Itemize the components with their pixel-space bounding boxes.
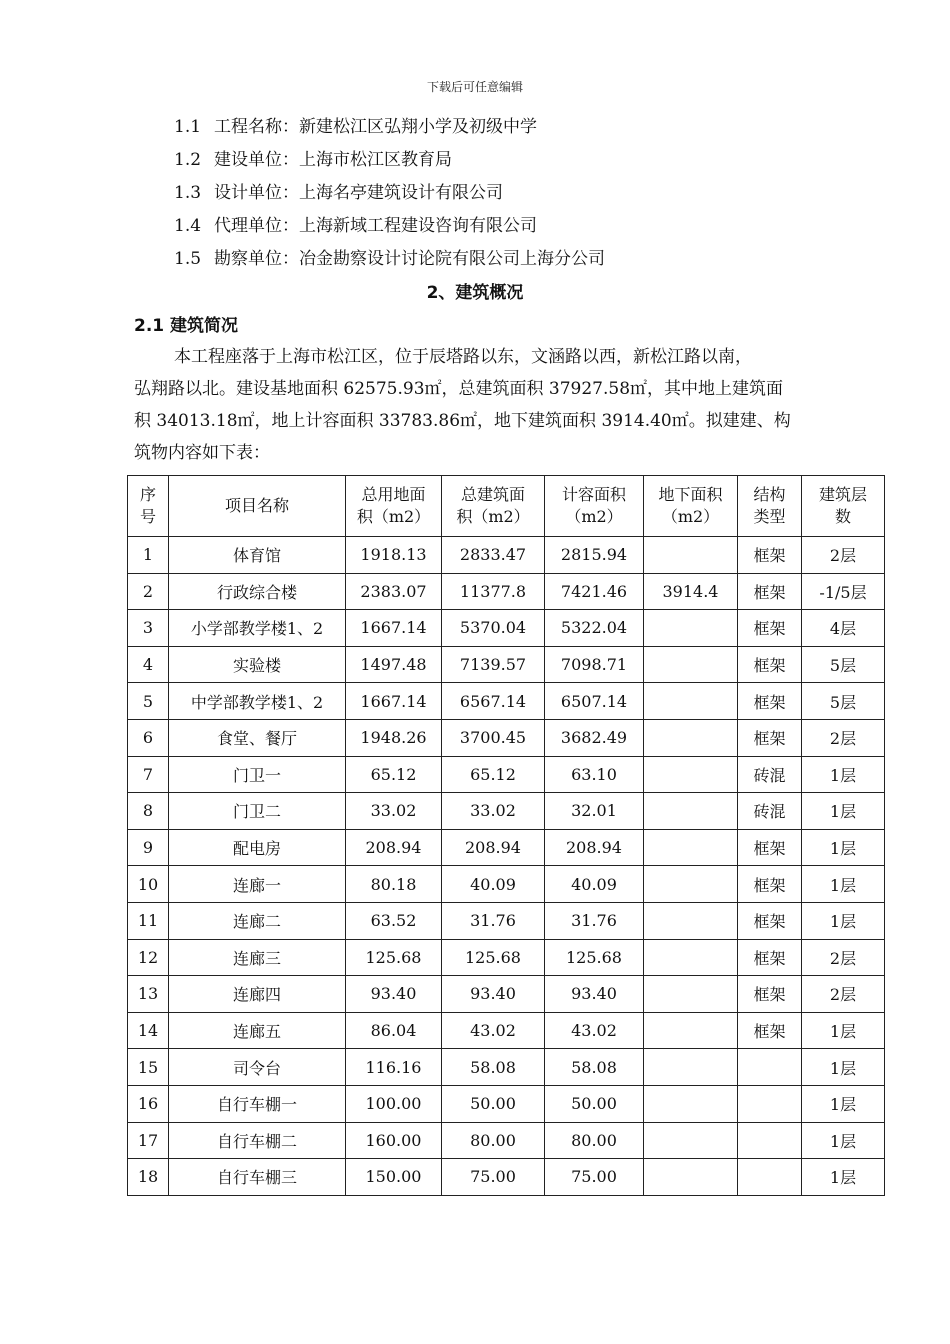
table-cell	[644, 1085, 738, 1122]
table-row	[128, 683, 885, 720]
table-cell: 框架	[738, 829, 802, 866]
table-cell: 2层	[802, 537, 885, 574]
table-cell: 体育馆	[169, 537, 346, 574]
table-cell: 1层	[802, 1049, 885, 1086]
table-cell: 框架	[738, 866, 802, 903]
column-header-text: 积（m2）	[456, 507, 530, 526]
project-info-item	[174, 145, 605, 178]
item-value: 上海名亭建筑设计有限公司	[299, 183, 503, 203]
table-cell: 框架	[738, 573, 802, 610]
table-cell: 40.09	[545, 866, 644, 903]
table-cell: 1918.13	[346, 537, 442, 574]
subsection-title: 2.1 建筑简况	[134, 316, 239, 336]
paragraph-line: 弘翔路以北。建设基地面积 62575.93㎡，总建筑面积 37927.58㎡，其中地上建筑面	[134, 379, 784, 399]
table-cell: 连廊三	[169, 939, 346, 976]
table-cell: 连廊五	[169, 1012, 346, 1049]
table-cell: 1层	[802, 1122, 885, 1159]
project-info-item	[174, 112, 605, 145]
table-header-row	[128, 476, 885, 537]
table-cell: 1层	[802, 1159, 885, 1196]
table-cell: 2383.07	[346, 573, 442, 610]
table-cell: 11	[128, 902, 169, 939]
table-cell: 125.68	[442, 939, 545, 976]
table-cell: 自行车棚一	[169, 1085, 346, 1122]
table-cell	[644, 866, 738, 903]
table-cell: 58.08	[545, 1049, 644, 1086]
table-cell: 框架	[738, 646, 802, 683]
table-cell: 86.04	[346, 1012, 442, 1049]
table-cell: 连廊一	[169, 866, 346, 903]
table-cell: 17	[128, 1122, 169, 1159]
table-cell: 1层	[802, 1012, 885, 1049]
table-cell: 31.76	[545, 902, 644, 939]
table-cell: 15	[128, 1049, 169, 1086]
page-header-note: 下载后可任意编辑	[426, 80, 523, 94]
table-cell: 7421.46	[545, 573, 644, 610]
table-cell: 33.02	[442, 793, 545, 830]
table-cell	[644, 1012, 738, 1049]
column-header	[644, 476, 738, 537]
item-number: 1.3	[174, 183, 202, 203]
table-cell	[644, 902, 738, 939]
table-cell: 58.08	[442, 1049, 545, 1086]
table-cell	[644, 683, 738, 720]
table-cell	[644, 829, 738, 866]
table-cell: 93.40	[442, 976, 545, 1013]
item-label: 勘察单位：	[214, 249, 299, 269]
item-label: 建设单位：	[214, 150, 299, 170]
table-cell: 7139.57	[442, 646, 545, 683]
table-row	[128, 939, 885, 976]
column-header	[169, 476, 346, 537]
item-number: 1.1	[174, 117, 202, 137]
table-cell: 12	[128, 939, 169, 976]
table-cell: 93.40	[346, 976, 442, 1013]
table-cell: 行政综合楼	[169, 573, 346, 610]
table-cell: 门卫一	[169, 756, 346, 793]
column-header	[346, 476, 442, 537]
column-header-text: 建筑层	[818, 485, 867, 504]
column-header	[128, 476, 169, 537]
paragraph-line: 本工程座落于上海市松江区，位于辰塔路以东，文涵路以西，新松江路以南，	[174, 347, 752, 367]
item-value: 上海市松江区教育局	[299, 150, 452, 170]
table-cell: 2815.94	[545, 537, 644, 574]
table-cell	[644, 1159, 738, 1196]
table-cell: 32.01	[545, 793, 644, 830]
table-cell: 框架	[738, 610, 802, 647]
table-row	[128, 902, 885, 939]
table-cell	[644, 1049, 738, 1086]
table-row	[128, 1012, 885, 1049]
project-info-item	[174, 244, 605, 277]
table-cell: 食堂、餐厅	[169, 719, 346, 756]
table-cell: 框架	[738, 1012, 802, 1049]
table-cell: 80.00	[545, 1122, 644, 1159]
column-header-text: 总建筑面	[460, 485, 525, 504]
table-cell: 125.68	[346, 939, 442, 976]
table-cell	[738, 1085, 802, 1122]
table-cell: 3682.49	[545, 719, 644, 756]
table-row	[128, 1159, 885, 1196]
table-cell: 2层	[802, 719, 885, 756]
table-cell: 2层	[802, 976, 885, 1013]
column-header-text: 总用地面	[361, 485, 426, 504]
table-cell: 框架	[738, 683, 802, 720]
table-cell: 自行车棚二	[169, 1122, 346, 1159]
table-cell: 司令台	[169, 1049, 346, 1086]
table-cell: 7098.71	[545, 646, 644, 683]
table-cell: 5322.04	[545, 610, 644, 647]
table-cell: 框架	[738, 719, 802, 756]
table-cell: 116.16	[346, 1049, 442, 1086]
column-header-text: （m2）	[661, 507, 720, 526]
table-cell: 自行车棚三	[169, 1159, 346, 1196]
table-cell: 208.94	[545, 829, 644, 866]
column-header-text: 积（m2）	[356, 507, 431, 526]
table-row	[128, 1122, 885, 1159]
column-header-text: 号	[139, 507, 156, 526]
table-cell: 80.00	[442, 1122, 545, 1159]
table-cell: 93.40	[545, 976, 644, 1013]
table-cell: 9	[128, 829, 169, 866]
table-cell	[644, 719, 738, 756]
table-cell: 中学部教学楼1、2	[169, 683, 346, 720]
table-cell: 3914.4	[644, 573, 738, 610]
table-cell: 实验楼	[169, 646, 346, 683]
table-row	[128, 976, 885, 1013]
table-row	[128, 866, 885, 903]
column-header	[545, 476, 644, 537]
table-cell: 31.76	[442, 902, 545, 939]
table-cell: 7	[128, 756, 169, 793]
table-cell: 1948.26	[346, 719, 442, 756]
section-title: 2、建筑概况	[426, 283, 524, 303]
item-label: 工程名称：	[214, 117, 299, 137]
table-cell: 43.02	[442, 1012, 545, 1049]
table-cell: 63.10	[545, 756, 644, 793]
table-cell: 1	[128, 537, 169, 574]
item-value: 冶金勘察设计讨论院有限公司上海分公司	[299, 249, 605, 269]
table-cell	[644, 537, 738, 574]
table-cell: 1层	[802, 829, 885, 866]
column-header-text: 项目名称	[224, 496, 289, 515]
item-value: 上海新域工程建设咨询有限公司	[299, 216, 537, 236]
table-cell: 5层	[802, 646, 885, 683]
table-row	[128, 1049, 885, 1086]
table-cell: 75.00	[545, 1159, 644, 1196]
table-cell	[644, 939, 738, 976]
table-cell: 18	[128, 1159, 169, 1196]
table-row	[128, 573, 885, 610]
table-cell: 6507.14	[545, 683, 644, 720]
table-cell: 63.52	[346, 902, 442, 939]
table-cell: 框架	[738, 537, 802, 574]
table-cell: 50.00	[545, 1085, 644, 1122]
table-cell: 2	[128, 573, 169, 610]
table-cell	[738, 1122, 802, 1159]
column-header	[442, 476, 545, 537]
column-header-text: 地下面积	[658, 485, 723, 504]
table-cell: 1497.48	[346, 646, 442, 683]
table-row	[128, 719, 885, 756]
table-cell: 4	[128, 646, 169, 683]
table-cell: 208.94	[346, 829, 442, 866]
table-cell	[644, 646, 738, 683]
table-cell: 连廊二	[169, 902, 346, 939]
project-info-item	[174, 178, 605, 211]
table-cell: 连廊四	[169, 976, 346, 1013]
table-cell: 33.02	[346, 793, 442, 830]
table-cell: 100.00	[346, 1085, 442, 1122]
table-cell: 1层	[802, 793, 885, 830]
table-cell	[644, 1122, 738, 1159]
table-row	[128, 793, 885, 830]
table-cell: 16	[128, 1085, 169, 1122]
item-label: 设计单位：	[214, 183, 299, 203]
paragraph-line: 筑物内容如下表：	[134, 443, 270, 463]
item-number: 1.5	[174, 249, 202, 269]
column-header	[738, 476, 802, 537]
table-cell: 框架	[738, 939, 802, 976]
column-header-text: 结构	[753, 485, 786, 504]
column-header-text: 计容面积	[561, 485, 626, 504]
table-row	[128, 829, 885, 866]
table-cell: 3700.45	[442, 719, 545, 756]
table-cell: 1层	[802, 902, 885, 939]
column-header-text: 类型	[753, 507, 786, 526]
table-cell: 65.12	[346, 756, 442, 793]
item-number: 1.2	[174, 150, 202, 170]
table-cell	[644, 976, 738, 1013]
table-cell	[644, 610, 738, 647]
table-cell: 8	[128, 793, 169, 830]
table-cell: 208.94	[442, 829, 545, 866]
table-cell: 13	[128, 976, 169, 1013]
table-cell: 配电房	[169, 829, 346, 866]
table-cell: 6	[128, 719, 169, 756]
table-cell: 4层	[802, 610, 885, 647]
table-cell: 3	[128, 610, 169, 647]
table-cell: 框架	[738, 976, 802, 1013]
table-cell	[644, 756, 738, 793]
project-info-list	[174, 112, 605, 277]
table-cell	[738, 1159, 802, 1196]
table-row	[128, 1085, 885, 1122]
overview-paragraph	[134, 341, 834, 469]
table-cell: 1层	[802, 866, 885, 903]
table-cell: 65.12	[442, 756, 545, 793]
table-cell: 砖混	[738, 756, 802, 793]
item-number: 1.4	[174, 216, 202, 236]
table-cell: 11377.8	[442, 573, 545, 610]
table-cell: 1667.14	[346, 683, 442, 720]
table-cell: 10	[128, 866, 169, 903]
table-cell: 框架	[738, 902, 802, 939]
table-cell: 40.09	[442, 866, 545, 903]
table-cell: 43.02	[545, 1012, 644, 1049]
table-row	[128, 646, 885, 683]
table-cell: 6567.14	[442, 683, 545, 720]
table-cell: 50.00	[442, 1085, 545, 1122]
table-cell: 1层	[802, 756, 885, 793]
table-cell	[738, 1049, 802, 1086]
table-row	[128, 610, 885, 647]
table-cell: 小学部教学楼1、2	[169, 610, 346, 647]
column-header-text: 序	[139, 485, 156, 504]
table-cell: 150.00	[346, 1159, 442, 1196]
table-cell: -1/5层	[802, 573, 885, 610]
column-header	[802, 476, 885, 537]
table-cell: 160.00	[346, 1122, 442, 1159]
project-info-item	[174, 211, 605, 244]
table-row	[128, 756, 885, 793]
table-cell: 14	[128, 1012, 169, 1049]
table-cell: 1667.14	[346, 610, 442, 647]
item-label: 代理单位：	[214, 216, 299, 236]
table-cell: 80.18	[346, 866, 442, 903]
table-cell: 2833.47	[442, 537, 545, 574]
table-cell: 5	[128, 683, 169, 720]
table-cell: 门卫二	[169, 793, 346, 830]
table-cell: 125.68	[545, 939, 644, 976]
buildings-table	[127, 475, 885, 1196]
column-header-text: （m2）	[565, 507, 623, 526]
paragraph-line: 积 34013.18㎡，地上计容面积 33783.86㎡，地下建筑面积 3914.40㎡。拟建建、构	[134, 411, 791, 431]
table-cell: 1层	[802, 1085, 885, 1122]
column-header-text: 数	[834, 507, 851, 526]
table-cell: 2层	[802, 939, 885, 976]
table-cell	[644, 793, 738, 830]
table-cell: 5370.04	[442, 610, 545, 647]
table-cell: 5层	[802, 683, 885, 720]
table-cell: 砖混	[738, 793, 802, 830]
table-row	[128, 537, 885, 574]
item-value: 新建松江区弘翔小学及初级中学	[299, 117, 537, 137]
table-cell: 75.00	[442, 1159, 545, 1196]
